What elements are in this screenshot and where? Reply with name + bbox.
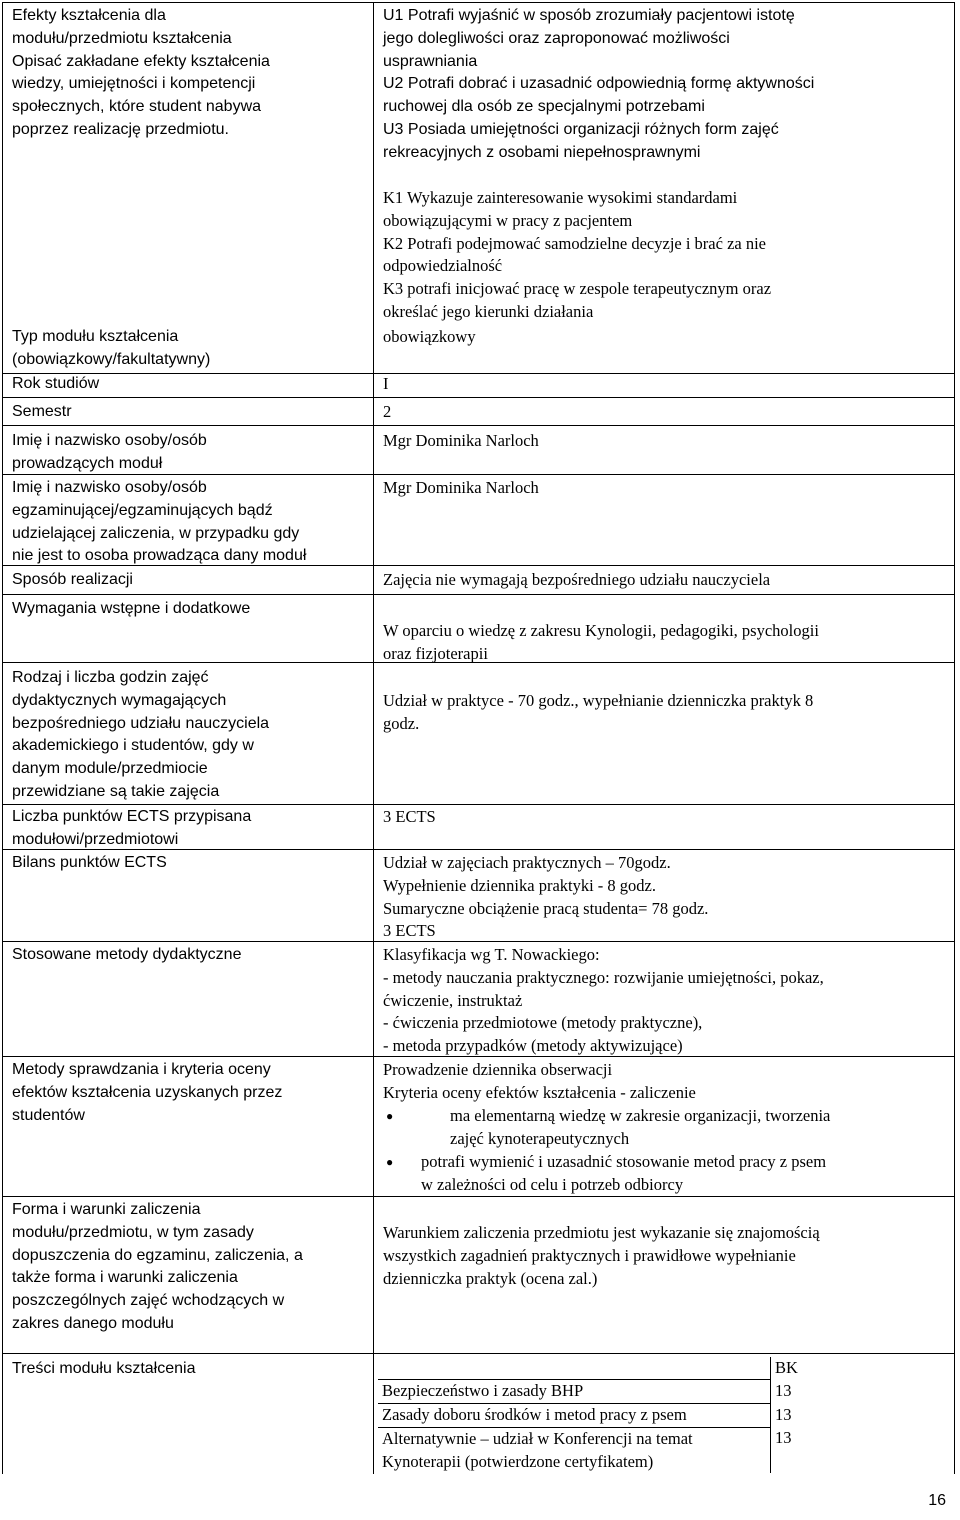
- bullet-icon: ●: [386, 1155, 394, 1169]
- topics-header-empty: [378, 1357, 771, 1380]
- value-module-type: obowiązkowy: [383, 327, 476, 346]
- label-semester: Semestr: [12, 403, 72, 420]
- top-border: [2, 2, 955, 3]
- value-teaching-methods: Klasyfikacja wg T. Nowackiego: - metody nauczania praktycznego: rozwijanie umiejętności, pokaz, ćwiczenie, instruktaż - ćwiczenia przedmiotowe (metody praktyczne), - metoda przypadków (metody aktywizujące): [383, 945, 824, 1056]
- row-separator: [2, 594, 955, 595]
- label-teaching-methods: Stosowane metody dydaktyczne: [12, 946, 242, 963]
- topic-hours: 13: [775, 1404, 792, 1424]
- topic-text: Bezpieczeństwo i zasady BHP: [378, 1380, 771, 1404]
- topic-hours: 13: [775, 1428, 792, 1448]
- assessment-bullet-2: potrafi wymienić i uzasadnić stosowanie metod pracy z psem w zależności od celu i potrzeb odbiorcy: [421, 1152, 827, 1194]
- label-delivery-mode: Sposób realizacji: [12, 571, 133, 588]
- value-completion-conditions: Warunkiem zaliczenia przedmiotu jest wykazanie się znajomością wszystkich zagadnień praktycznych i prawidłowe wypełnianie dzienniczka praktyk (ocena zal.): [383, 1223, 820, 1288]
- topic-text: Zasady doboru środków i metod pracy z psem: [378, 1404, 771, 1428]
- topics-table: [378, 1357, 820, 1473]
- label-ects: Liczba punktów ECTS przypisana modułowi/przedmiotowi: [12, 808, 252, 848]
- right-border: [954, 2, 955, 1474]
- bullet-icon: ●: [386, 1109, 394, 1123]
- label-contact-hours: Rodzaj i liczba godzin zajęć dydaktycznych wymagających bezpośredniego udziału nauczyciela akademickiego i studentów, gdy w danym module/przedmiocie przewidziane są takie zajęcia: [12, 669, 270, 800]
- value-year: I: [383, 374, 389, 393]
- row-separator: [2, 1353, 955, 1354]
- value-instructor: Mgr Dominika Narloch: [383, 431, 539, 450]
- topic-row: [378, 1427, 820, 1473]
- row-separator: [2, 804, 955, 805]
- topic-row: [378, 1380, 820, 1404]
- topic-hours: 13: [775, 1380, 792, 1400]
- value-ects-balance: Udział w zajęciach praktycznych – 70godz. Wypełnienie dziennika praktyki - 8 godz. Sumaryczne obciążenie pracą studenta= 78 godz. 3 ECTS: [383, 853, 709, 941]
- left-border: [2, 2, 3, 1474]
- label-examiner: Imię i nazwisko osoby/osób egzaminującej/egzaminujących bądź udzielającej zaliczenia, w przypadku gdy nie jest to osoba prowadząca dany moduł: [12, 479, 307, 565]
- value-semester: 2: [383, 402, 392, 421]
- label-completion-conditions: Forma i warunki zaliczenia modułu/przedmiotu, w tym zasady dopuszczenia do egzaminu, zaliczenia, a także forma i warunki zaliczenia poszczególnych zajęć wchodzących w zakres danego modułu: [12, 1201, 303, 1332]
- row-separator: [2, 425, 955, 426]
- label-assessment: Metody sprawdzania i kryteria oceny efektów kształcenia uzyskanych przez studentów: [12, 1061, 283, 1124]
- value-competence-outcomes: K1 Wykazuje zainteresowanie wysokimi standardami obowiązującymi w pracy z pacjentem K2 Potrafi podejmować samodzielne decyzje i brać za nie odpowiedzialność K3 potrafi inicjować pracę w zespole terapeutycznym oraz określać jego kierunki działania: [383, 188, 772, 321]
- row-separator: [2, 397, 955, 398]
- label-year: Rok studiów: [12, 375, 100, 392]
- page-number: 16: [928, 1492, 946, 1509]
- label-prerequisites: Wymagania wstępne i dodatkowe: [12, 600, 251, 617]
- assessment-bullet-1: ma elementarną wiedzę w zakresie organizacji, tworzenia zajęć kynoterapeutycznych: [450, 1106, 831, 1148]
- topics-header-bk: BK: [775, 1358, 798, 1377]
- value-skills-outcomes: U1 Potrafi wyjaśnić w sposób zrozumiały pacjentowi istotę jego dolegliwości oraz zaproponować możliwości usprawniania U2 Potrafi dobrać i uzasadnić odpowiednią formę aktywności ruchowej dla osób ze specjalnymi potrzebami U3 Posiada umiejętności organizacji różnych form zajęć rekreacyjnych z osobami niepełnosprawnymi: [383, 7, 815, 161]
- label-instructor: Imię i nazwisko osoby/osób prowadzących moduł: [12, 432, 207, 472]
- value-prerequisites: W oparciu o wiedzę z zakresu Kynologii, pedagogiki, psychologii oraz fizjoterapii: [383, 621, 819, 663]
- label-learning-outcomes: Efekty kształcenia dla modułu/przedmiotu kształcenia Opisać zakładane efekty kształcenia wiedzy, umiejętności i kompetencji społecznych, które student nabywa poprzez realizację przedmiotu.: [12, 7, 270, 138]
- value-delivery-mode: Zajęcia nie wymagają bezpośredniego udziału nauczyciela: [383, 570, 771, 589]
- topic-row: [378, 1404, 820, 1428]
- label-course-contents: Treści modułu kształcenia: [12, 1360, 196, 1377]
- value-assessment: Prowadzenie dziennika obserwacji Kryteria oceny efektów kształcenia - zaliczenie: [383, 1060, 696, 1102]
- label-ects-balance: Bilans punktów ECTS: [12, 854, 167, 871]
- topics-header-row: [378, 1357, 820, 1380]
- value-ects: 3 ECTS: [383, 807, 436, 826]
- column-divider: [373, 2, 374, 1474]
- topic-text: Alternatywnie – udział w Konferencji na temat Kynoterapii (potwierdzone certyfikatem): [378, 1427, 771, 1473]
- value-examiner: Mgr Dominika Narloch: [383, 478, 539, 497]
- label-module-type: Typ modułu kształcenia (obowiązkowy/fakultatywny): [12, 328, 211, 368]
- value-contact-hours: Udział w praktyce - 70 godz., wypełnianie dzienniczka praktyk 8 godz.: [383, 691, 814, 733]
